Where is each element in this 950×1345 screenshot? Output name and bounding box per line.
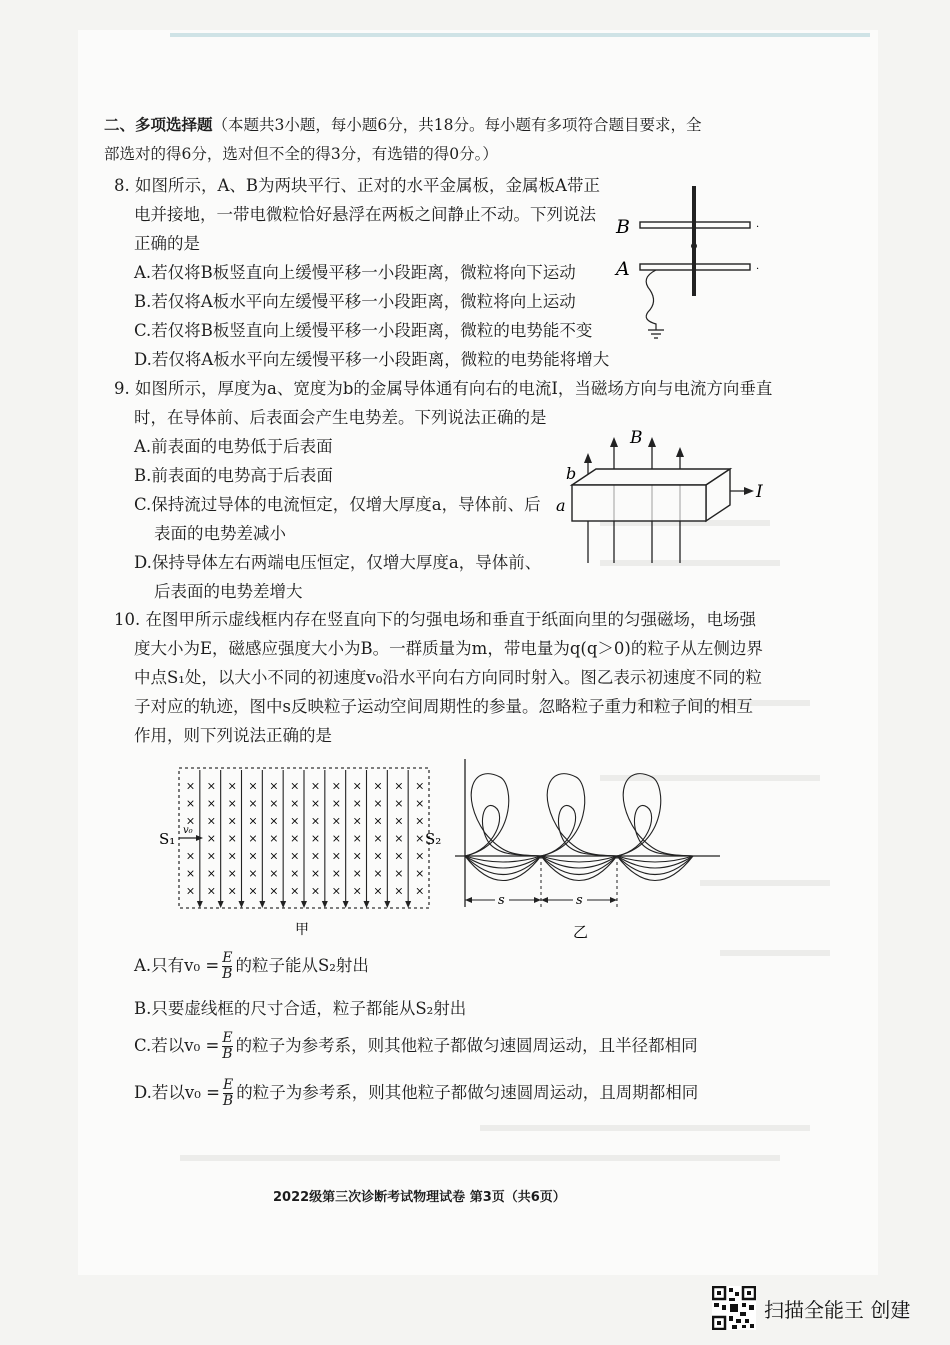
q10-option-a: A.只有v₀ = $\frac{E}{B}$ 的粒子能从S₂射出 — [134, 950, 369, 982]
q8-capacitor-figure — [610, 178, 770, 343]
q10-cross-mark: × — [269, 814, 279, 828]
q10-cross-mark: × — [269, 849, 279, 863]
q10-cross-mark: × — [394, 832, 404, 845]
q10-magnetic-field-marks — [186, 780, 424, 898]
q10-cross-mark: × — [310, 779, 321, 793]
q10-cross-mark: × — [290, 814, 300, 828]
q10-cross-mark: × — [373, 779, 383, 793]
q10-option-d-fraction: $\frac{E}{B}$ — [222, 1077, 234, 1109]
q10-cross-mark: × — [206, 779, 216, 793]
q10-cross-mark: × — [415, 779, 425, 793]
q10-cross-mark: × — [227, 884, 237, 898]
q9-label-b-field: B — [630, 428, 643, 448]
q10-trajectories — [465, 774, 693, 881]
q10-label-s1: S₁ — [159, 830, 176, 848]
q9-option-d-2: 后表面的电势差增大 — [154, 582, 303, 601]
q10-cross-mark: × — [415, 814, 425, 828]
q8-label-a: A — [616, 258, 630, 280]
section-title: 二、多项选择题 — [104, 116, 213, 134]
q10-cross-mark: × — [331, 884, 341, 898]
q10-cross-mark: × — [206, 832, 216, 845]
q10-cross-mark: × — [394, 849, 404, 863]
q10-cross-mark: × — [227, 797, 237, 810]
q10-cross-mark: × — [352, 832, 362, 845]
q10-label-s2: S₂ — [425, 830, 442, 848]
q10-cross-mark: × — [269, 867, 279, 880]
q10-cross-mark: × — [185, 849, 196, 863]
q10-field-arrow — [322, 901, 328, 908]
q9-option-d-1: D.保持导体左右两端电压恒定，仅增大厚度a，导体前、 — [134, 553, 542, 572]
section-instructions-1: （本题共3小题，每小题6分，共18分。每小题有多项符合题目要求，全 — [212, 116, 702, 134]
q9-label-i: I — [756, 482, 763, 502]
q9-option-c-1: C.保持流过导体的电流恒定，仅增大厚度a，导体前、后 — [134, 495, 541, 514]
q10-stem-5: 作用，则下列说法正确的是 — [134, 726, 332, 745]
q10-cross-mark: × — [206, 867, 216, 880]
q10-cross-mark: × — [331, 797, 341, 810]
q10-cross-mark: × — [290, 832, 300, 845]
q8-option-d: D.若仅将A板水平向左缓慢平移一小段距离，微粒的电势能将增大 — [134, 350, 610, 369]
q10-cross-mark: × — [394, 867, 404, 880]
q10-cross-mark: × — [248, 832, 258, 845]
q10-cross-mark: × — [373, 849, 383, 863]
q9-option-c-2: 表面的电势差减小 — [154, 524, 286, 543]
q10-cross-mark: × — [352, 867, 362, 880]
q10-cross-mark: × — [185, 797, 196, 810]
scanner-watermark: 扫描全能王 创建 — [764, 1298, 911, 1322]
qr-code-icon — [712, 1286, 756, 1330]
q10-option-c-fraction: $\frac{E}{B}$ — [222, 1030, 233, 1062]
q10-stem-4: 子对应的轨迹，图中s反映粒子运动空间周期性的参量。忽略粒子重力和粒子间的相互 — [134, 697, 753, 716]
q10-option-c: C.若以v₀ = $\frac{E}{B}$ 的粒子为参考系，则其他粒子都做匀速圆周运动，且半径都相同 — [134, 1030, 698, 1062]
section-heading — [104, 111, 701, 140]
section-instructions-2: 部选对的得6分，选对但不全的得3分，有选错的得0分。） — [104, 145, 498, 163]
q8-option-c: C.若仅将B板竖直向上缓慢平移一小段距离，微粒的电势能不变 — [134, 321, 593, 340]
q10-cross-mark: × — [248, 867, 258, 880]
q10-caption-yi: 乙 — [573, 923, 589, 941]
q10-cross-mark: × — [206, 814, 216, 828]
q10-cross-mark: × — [227, 849, 237, 863]
q9-label-b-width: b — [566, 464, 577, 483]
q10-cross-mark: × — [310, 814, 321, 828]
q10-field-arrow — [343, 901, 349, 908]
q10-cross-mark: × — [373, 814, 383, 828]
q10-cross-mark: × — [373, 867, 383, 880]
q10-field-arrow — [405, 901, 411, 908]
q10-cross-mark: × — [290, 884, 300, 898]
q9-block-front — [572, 485, 706, 521]
q10-cross-mark: × — [269, 779, 279, 793]
q10-cross-mark: × — [248, 779, 258, 793]
q9-option-a: A.前表面的电势低于后表面 — [134, 437, 333, 456]
q10-cross-mark: × — [248, 884, 258, 898]
q10-cross-mark: × — [269, 832, 279, 845]
q10-figure-yi — [455, 755, 725, 945]
q10-cross-mark: × — [352, 849, 362, 863]
q10-cross-mark: × — [373, 884, 383, 898]
q10-cross-mark: × — [227, 867, 237, 880]
q10-cross-mark: × — [331, 779, 341, 793]
q10-caption-jia: 甲 — [295, 922, 309, 938]
q10-cross-mark: × — [352, 814, 362, 828]
q10-cross-mark: × — [248, 814, 258, 828]
q10-cross-mark: × — [248, 849, 258, 863]
q10-cross-mark: × — [310, 849, 321, 863]
top-rule — [170, 33, 870, 37]
q10-field-arrow — [218, 901, 224, 908]
q10-cross-mark: × — [185, 814, 196, 828]
q10-cross-mark: × — [394, 779, 404, 793]
q10-cross-mark: × — [185, 867, 196, 880]
q9-option-b: B.前表面的电势高于后表面 — [134, 466, 333, 485]
q8-particle — [691, 243, 697, 249]
q10-cross-mark: × — [185, 779, 196, 793]
q9-conductor-figure — [552, 425, 772, 575]
q10-stem-3: 中点S₁处，以大小不同的初速度v₀沿水平向右方向同时射入。图乙表示初速度不同的粒 — [134, 668, 762, 687]
q10-cross-mark: × — [290, 849, 300, 863]
q10-label-s-1: s — [498, 893, 505, 908]
q10-stem-2: 度大小为E，磁感应强度大小为B。一群质量为m，带电量为q(q＞0)的粒子从左侧边界 — [134, 639, 763, 658]
q10-cross-mark: × — [269, 797, 279, 810]
q10-field-arrow — [384, 901, 390, 908]
q10-cross-mark: × — [290, 779, 300, 793]
q10-cross-mark: × — [206, 797, 216, 810]
svg-text:·: · — [756, 222, 760, 233]
q10-option-a-fraction: $\frac{E}{B}$ — [222, 950, 233, 982]
q10-cross-mark: × — [331, 832, 341, 845]
q10-cross-mark: × — [331, 814, 341, 828]
q9-block-top — [572, 469, 730, 485]
q10-cross-mark: × — [352, 884, 362, 898]
q10-cross-mark: × — [227, 832, 237, 845]
q10-cross-mark: × — [415, 832, 425, 845]
q10-cross-mark: × — [394, 797, 404, 810]
q10-cross-mark: × — [310, 832, 321, 845]
q10-cross-mark: × — [310, 867, 321, 880]
q10-option-d: D.若以v₀ = $\frac{E}{B}$ 的粒子为参考系，则其他粒子都做匀速圆周运动，且周期都相同 — [134, 1077, 699, 1109]
q10-cross-mark: × — [227, 814, 237, 828]
q10-field-arrow — [301, 901, 307, 908]
q8-ground-wire — [646, 270, 656, 330]
q8-option-b: B.若仅将A板水平向左缓慢平移一小段距离，微粒将向上运动 — [134, 292, 576, 311]
q10-cross-mark: × — [415, 849, 425, 863]
q10-figure-jia — [155, 760, 445, 940]
q10-stem-1: 10. 在图甲所示虚线框内存在竖直向下的匀强电场和垂直于纸面向里的匀强磁场，电场强 — [114, 610, 756, 629]
q9-stem-1: 9. 如图所示，厚度为a、宽度为b的金属导体通有向右的电流I，当磁场方向与电流方向垂直 — [114, 379, 773, 398]
q10-cross-mark: × — [310, 797, 321, 810]
q10-cross-mark: × — [248, 797, 258, 810]
q10-cross-mark: × — [185, 884, 196, 898]
q10-cross-mark: × — [310, 884, 321, 898]
q10-label-s-2: s — [576, 893, 583, 908]
q10-cross-mark: × — [373, 832, 383, 845]
q10-cross-mark: × — [373, 797, 383, 810]
q10-field-arrow — [280, 901, 286, 908]
q10-cross-mark: × — [269, 884, 279, 898]
q10-cross-mark: × — [331, 867, 341, 880]
q10-cross-mark: × — [394, 884, 404, 898]
q10-cross-mark: × — [290, 867, 300, 880]
q10-cross-mark: × — [352, 779, 362, 793]
q8-stem-1: 8. 如图所示，A、B为两块平行、正对的水平金属板，金属板A带正 — [114, 176, 600, 195]
q10-field-arrow — [259, 901, 265, 908]
q10-cross-mark: × — [352, 797, 362, 810]
q8-stem-3: 正确的是 — [134, 234, 200, 253]
q9-label-a-thickness: a — [556, 496, 566, 515]
q10-field-arrow — [239, 901, 245, 908]
q10-cross-mark: × — [415, 867, 425, 880]
q10-cross-mark: × — [415, 797, 425, 810]
q8-stem-2: 电并接地，一带电微粒恰好悬浮在两板之间静止不动。下列说法 — [134, 205, 596, 224]
q10-cross-mark: × — [394, 814, 404, 828]
q10-cross-mark: × — [415, 884, 425, 898]
q10-cross-mark: × — [290, 797, 300, 810]
q10-cross-mark: × — [206, 849, 216, 863]
q10-label-v0: v₀ — [183, 825, 193, 836]
q10-cross-mark: × — [331, 849, 341, 863]
q10-field-arrow — [197, 901, 203, 908]
q10-cross-mark: × — [206, 884, 216, 898]
q10-cross-mark: × — [227, 779, 237, 793]
q8-option-a: A.若仅将B板竖直向上缓慢平移一小段距离，微粒将向下运动 — [134, 263, 576, 282]
q8-label-b: B — [616, 216, 630, 238]
q10-option-b: B.只要虚线框的尺寸合适，粒子都能从S₂射出 — [134, 999, 467, 1018]
svg-text:·: · — [756, 264, 760, 275]
page-footer: 2022级第三次诊断考试物理试卷 第3页（共6页） — [273, 1190, 566, 1205]
q9-stem-2: 时，在导体前、后表面会产生电势差。下列说法正确的是 — [134, 408, 547, 427]
q10-field-arrow — [364, 901, 370, 908]
